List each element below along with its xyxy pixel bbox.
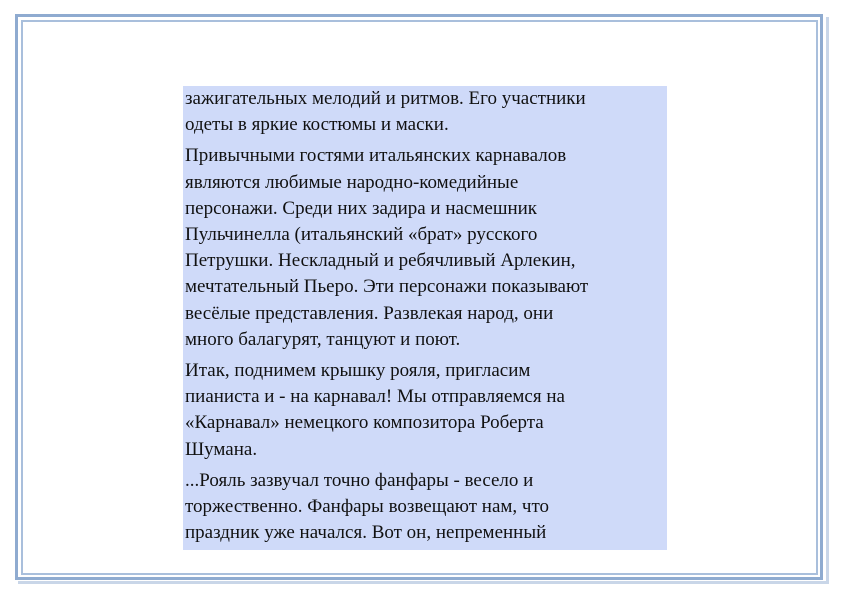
paragraph-2: Привычными гостями итальянских карнавалов являются любимые народно-комедийные персонажи. Среди них задира и насмешник Пульчинелла (итальянский «брат» русского Петрушки. Нескладный и ребячливый Арлекин, мечтательный Пьеро. Эти персонажи показывают весёлые представления. Развлекая народ, они много балагурят, танцуют и поют. [185, 145, 589, 350]
paragraph-3: Итак, поднимем крышку рояля, пригласим пианиста и - на карнавал! Мы отправляемся на «Карнавал» немецкого композитора Роберта Шумана. [185, 360, 565, 460]
frame-shadow [18, 581, 829, 584]
paragraph-4: ...Рояль зазвучал точно фанфары - весело и торжественно. Фанфары возвещают нам, что праздник уже начался. Вот он, непременный [185, 469, 550, 544]
text-block [183, 86, 667, 550]
paragraph-1: зажигательных мелодий и ритмов. Его участники одеты в яркие костюмы и маски. [185, 88, 586, 136]
frame-shadow [826, 17, 829, 583]
